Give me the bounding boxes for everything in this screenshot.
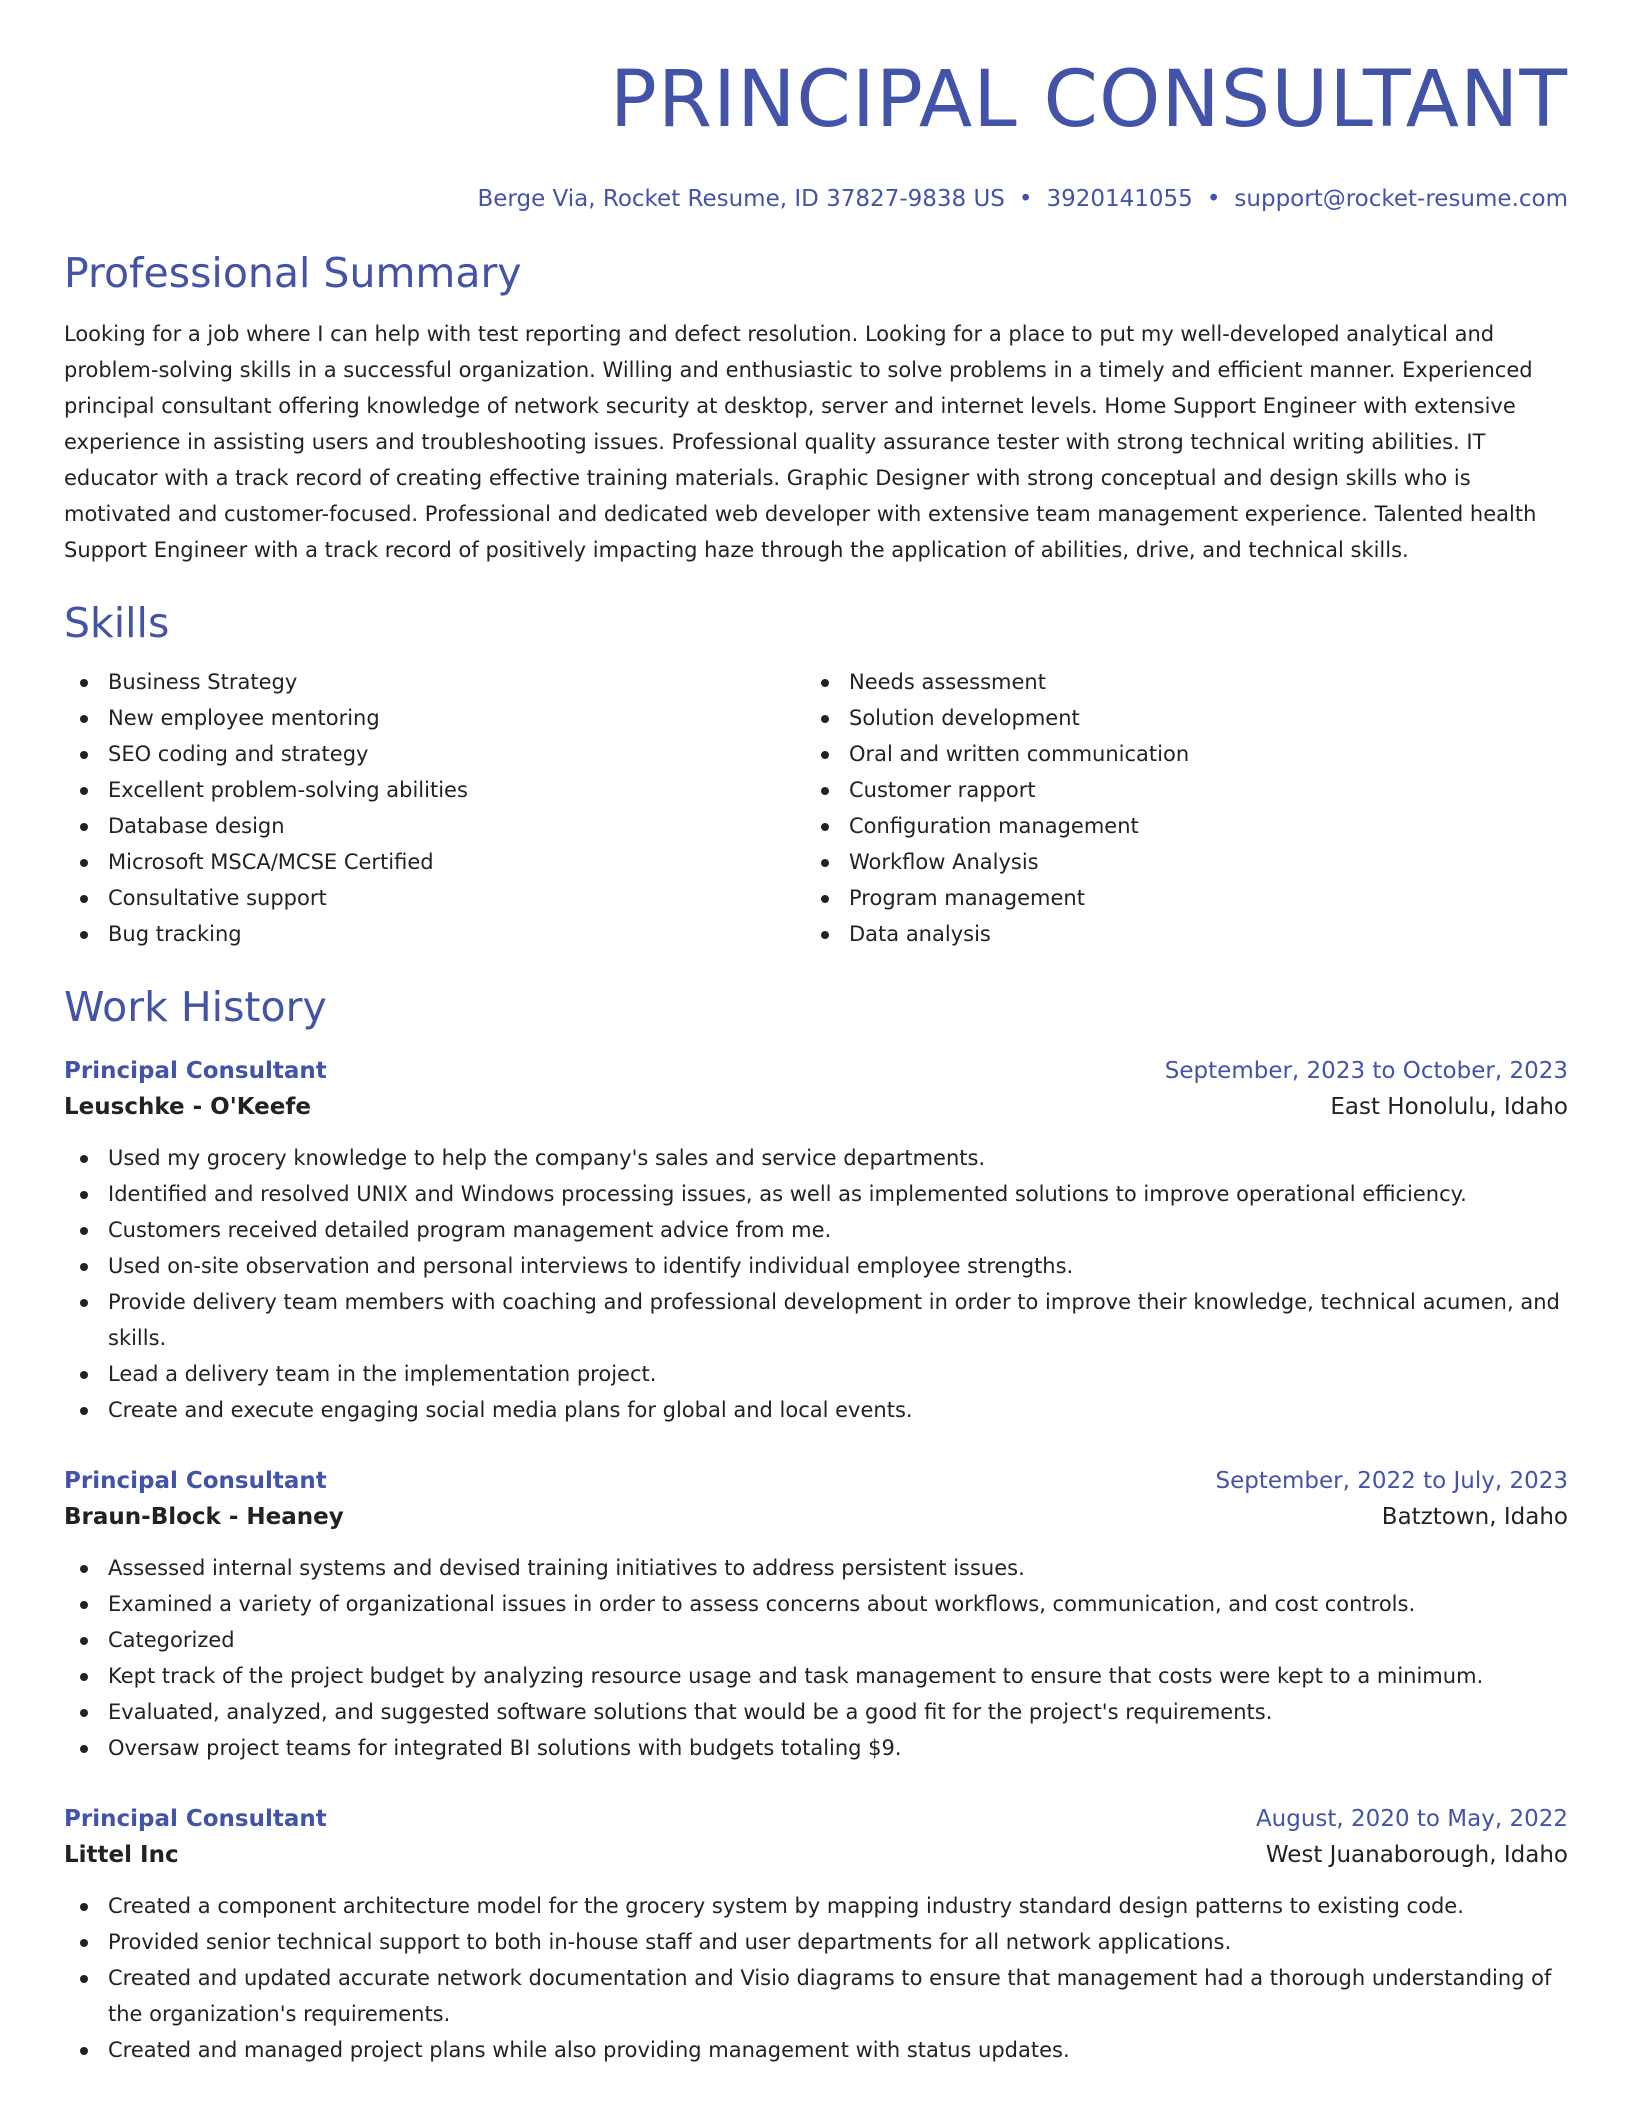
summary-text: Looking for a job where I can help with test reporting and defect resolution. Looking for a place to put my well-developed analytical and problem-solving skills in a successful organization. Willing and enthusiastic to solve problems in a timely and efficient manner. Experienced principal consultant offering knowledge of network security at desktop, server and internet levels. Home Support Engineer with extensive experience in assisting users and troubleshooting issues. Professional quality assurance tester with strong technical writing abilities. IT educator with a track record of creating effective training materials. Graphic Designer with strong conceptual and design skills who is motivated and customer-focused. Professional and dedicated web developer with extensive team management experience. Talented health Support Engineer with a track record of positively impacting haze through the application of abilities, drive, and technical skills. (64, 322, 1537, 562)
job-dates: September, 2022 to July, 2023 (1215, 1468, 1568, 1494)
skill-item: Consultative support (64, 880, 805, 916)
contact-separator: • (1206, 186, 1221, 212)
skill-item: Needs assessment (805, 664, 1568, 700)
job-bullets (64, 1140, 1568, 1428)
job-dates: September, 2023 to October, 2023 (1164, 1058, 1568, 1084)
skill-item: Program management (805, 880, 1568, 916)
job-bullet: Categorized (64, 1622, 1568, 1658)
job-bullet: Used on-site observation and personal interviews to identify individual employee strengths. (64, 1248, 1568, 1284)
skill-item: Data analysis (805, 916, 1568, 952)
job-company: Leuschke - O'Keefe (64, 1094, 311, 1120)
skill-item: New employee mentoring (64, 700, 805, 736)
job-header (64, 1054, 1568, 1088)
job-bullet: Create and execute engaging social media plans for global and local events. (64, 1392, 1568, 1428)
job-bullet: Examined a variety of organizational issues in order to assess concerns about workflows, communication, and cost controls. (64, 1586, 1568, 1622)
job-entry (64, 1464, 1568, 1766)
job-bullet: Assessed internal systems and devised training initiatives to address persistent issues. (64, 1550, 1568, 1586)
skill-item: Solution development (805, 700, 1568, 736)
job-title: Principal Consultant (64, 1468, 327, 1494)
skill-item: Bug tracking (64, 916, 805, 952)
job-subheader (64, 1088, 1568, 1126)
contact-phone[interactable]: 3920141055 (1046, 186, 1193, 212)
skill-item: Excellent problem-solving abilities (64, 772, 805, 808)
contact-separator: • (1018, 186, 1033, 212)
skills-column-left (64, 664, 805, 952)
job-bullet: Created and managed project plans while also providing management with status updates. (64, 2032, 1568, 2068)
job-header (64, 1464, 1568, 1498)
skill-item: SEO coding and strategy (64, 736, 805, 772)
job-location: West Juanaborough, Idaho (1265, 1842, 1568, 1868)
job-bullet: Kept track of the project budget by analyzing resource usage and task management to ensure that costs were kept to a minimum. (64, 1658, 1568, 1694)
skills-list (64, 664, 1568, 952)
summary-heading: Professional Summary (64, 249, 522, 297)
job-bullet: Evaluated, analyzed, and suggested software solutions that would be a good fit for the project's requirements. (64, 1694, 1568, 1730)
job-bullets (64, 1888, 1568, 2068)
skills-column-right (805, 664, 1568, 952)
job-bullet: Identified and resolved UNIX and Windows processing issues, as well as implemented solutions to improve operational efficiency. (64, 1176, 1568, 1212)
skill-item: Oral and written communication (805, 736, 1568, 772)
job-location: Batztown, Idaho (1381, 1504, 1568, 1530)
job-entry (64, 1802, 1568, 2068)
job-bullet: Created and updated accurate network documentation and Visio diagrams to ensure that management had a thorough understanding of the organization's requirements. (64, 1960, 1568, 2032)
contact-line (64, 184, 1568, 214)
skill-item: Business Strategy (64, 664, 805, 700)
job-bullet: Provide delivery team members with coaching and professional development in order to improve their knowledge, technical acumen, and skills. (64, 1284, 1568, 1356)
job-title: Principal Consultant (64, 1058, 327, 1084)
work-history-heading: Work History (64, 983, 327, 1031)
contact-address: Berge Via, Rocket Resume, ID 37827-9838 US (477, 186, 1005, 212)
job-title: Principal Consultant (64, 1806, 327, 1832)
skill-item: Workflow Analysis (805, 844, 1568, 880)
job-bullet: Provided senior technical support to both in-house staff and user departments for all network applications. (64, 1924, 1568, 1960)
job-bullet: Created a component architecture model for the grocery system by mapping industry standard design patterns to existing code. (64, 1888, 1568, 1924)
skill-item: Microsoft MSCA/MCSE Certified (64, 844, 805, 880)
job-header (64, 1802, 1568, 1836)
job-bullets (64, 1550, 1568, 1766)
skill-item: Customer rapport (805, 772, 1568, 808)
job-company: Littel Inc (64, 1842, 179, 1868)
job-subheader (64, 1836, 1568, 1874)
job-bullet: Customers received detailed program management advice from me. (64, 1212, 1568, 1248)
job-bullet: Lead a delivery team in the implementation project. (64, 1356, 1568, 1392)
skill-item: Configuration management (805, 808, 1568, 844)
job-dates: August, 2020 to May, 2022 (1255, 1806, 1568, 1832)
skill-item: Database design (64, 808, 805, 844)
job-bullet: Used my grocery knowledge to help the company's sales and service departments. (64, 1140, 1568, 1176)
job-entry (64, 1054, 1568, 1428)
job-company: Braun-Block - Heaney (64, 1504, 344, 1530)
resume-name: PRINCIPAL CONSULTANT (609, 55, 1568, 145)
job-location: East Honolulu, Idaho (1330, 1094, 1568, 1120)
job-bullet: Oversaw project teams for integrated BI solutions with budgets totaling $9. (64, 1730, 1568, 1766)
contact-email[interactable]: support@rocket-resume.com (1234, 186, 1568, 212)
job-subheader (64, 1498, 1568, 1536)
skills-heading: Skills (64, 599, 170, 647)
